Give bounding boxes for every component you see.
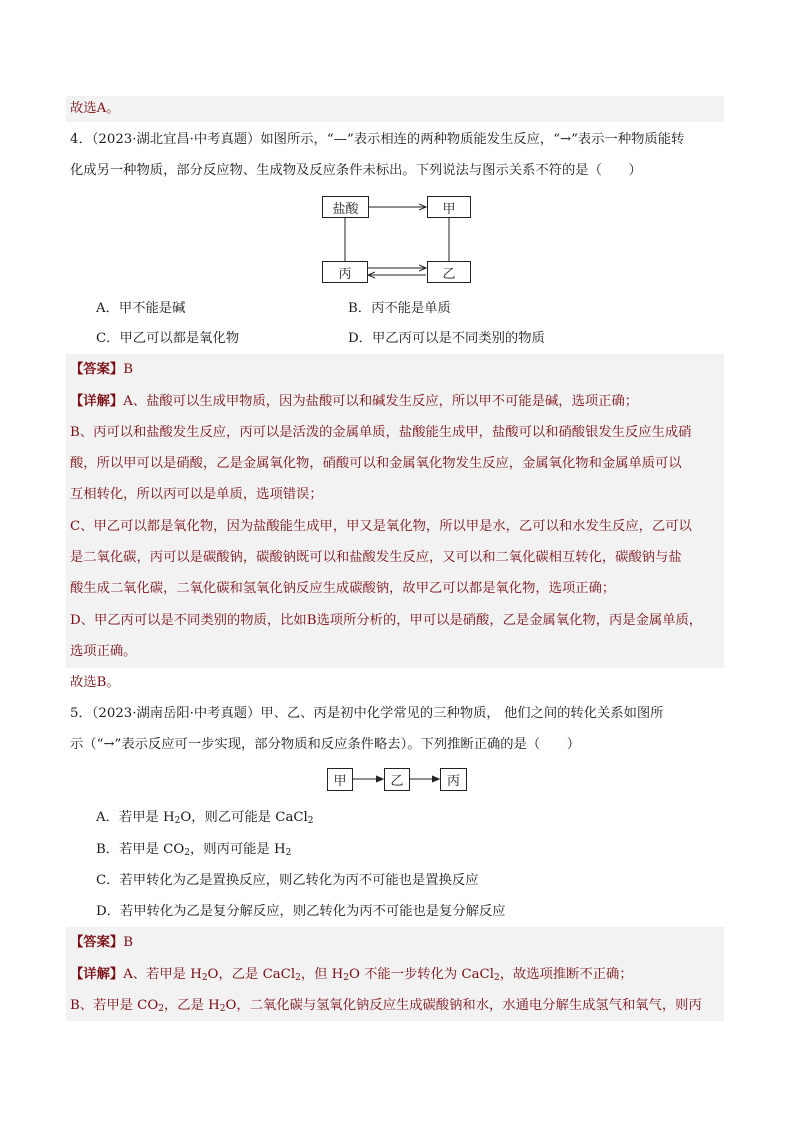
- diagram-box-bing: 丙: [322, 261, 368, 283]
- detail-text: ，乙是 H: [164, 998, 220, 1013]
- question-4-option-a: A．甲不能是碱: [96, 301, 186, 316]
- detail-text: O 不能一步转化为 CaCl: [348, 967, 494, 982]
- question-4-option-b: B．丙不能是单质: [348, 301, 451, 316]
- diagram-box-yi: 乙: [427, 261, 471, 283]
- question-4-stem-line2: 化成另一种物质，部分反应物、生成物及反应条件未标出。下列说法与图示关系不符的是（ ）: [70, 163, 642, 178]
- detail-text: O，二氧化碳与氢氧化钠反应生成碳酸钠和水，水通电分解生成氢气和氧气，则丙: [225, 998, 702, 1013]
- option-text: O，则乙可能是 CaCl: [180, 810, 308, 825]
- detail-tag: 【详解】: [70, 394, 124, 409]
- answer-tag: 【答案】: [70, 935, 124, 950]
- answer-value: B: [123, 935, 133, 950]
- detail-text: A、盐酸可以生成甲物质，因为盐酸可以和碱发生反应，所以甲不可能是碱，选项正确；: [123, 394, 639, 409]
- detail-text: A、若甲是 H: [123, 967, 202, 982]
- diagram-box-jia: 甲: [327, 768, 353, 791]
- answer-value: B: [123, 362, 133, 377]
- subscript: 2: [174, 816, 181, 826]
- question-5-option-a: [96, 808, 314, 828]
- question-4-detail-line: 酸生成二氧化碳，二氧化碳和氢氧化钠反应生成碳酸钠，故甲乙可以都是氧化物，选项正确；: [70, 581, 616, 596]
- detail-text: B、若甲是 CO: [70, 998, 159, 1013]
- question-4-detail-line: 酸，所以甲可以是硝酸，乙是金属氧化物，硝酸可以和金属氧化物发生反应，金属氧化物和金属单质可以: [70, 456, 682, 471]
- question-5-stem-line1: 5．（2023·湖南岳阳·中考真题）甲、乙、丙是初中化学常见的三种物质， 他们之间的转化关系如图所: [70, 706, 664, 721]
- detail-tag: 【详解】: [70, 967, 124, 982]
- subscript: 2: [158, 1004, 164, 1014]
- diagram-box-jia: 甲: [427, 196, 471, 218]
- question-4-detail-line: 选项正确。: [70, 644, 137, 659]
- subscript: 2: [493, 973, 500, 983]
- diagram-box-bing: 丙: [440, 768, 467, 791]
- conclusion-text: 故选A。: [70, 101, 120, 116]
- subscript: 2: [343, 973, 349, 983]
- question-5-option-b: [96, 840, 291, 860]
- question-5-option-c: C．若甲转化为乙是置换反应，则乙转化为丙不可能也是置换反应: [96, 873, 479, 888]
- subscript: 2: [201, 973, 208, 983]
- option-text: A．若甲是 H: [96, 810, 175, 825]
- diagram-box-hydrochloric-acid: 盐酸: [322, 196, 369, 218]
- question-4-detail-line: B、丙可以和盐酸发生反应，丙可以是活泼的金属单质，盐酸能生成甲，盐酸可以和硝酸银发生反应生成硝: [70, 425, 692, 440]
- option-text: B．若甲是 CO: [96, 842, 185, 857]
- subscript: 2: [307, 816, 314, 826]
- diagram-box-yi: 乙: [384, 768, 410, 791]
- option-text: ，则丙可能是 H: [190, 842, 286, 857]
- subscript: 2: [184, 848, 190, 858]
- question-4-option-d: D．甲乙丙可以是不同类别的物质: [348, 331, 545, 346]
- question-4-detail-line: 是二氧化碳，丙可以是碳酸钠，碳酸钠既可以和盐酸发生反应，又可以和二氧化碳相互转化，碳酸钠与盐: [70, 550, 682, 565]
- question-5-detail-line: [70, 996, 702, 1016]
- question-5-stem-line2: 示（“→”表示反应可一步实现，部分物质和反应条件略去）。下列推断正确的是（ ）: [70, 737, 581, 752]
- question-4-detail-line: 互相转化，所以丙可以是单质，选项错误；: [70, 487, 323, 502]
- question-4-detail-line: C、甲乙可以都是氧化物，因为盐酸能生成甲，甲又是氧化物，所以甲是水，乙可以和水发生反应，乙可以: [70, 519, 692, 534]
- question-4-detail-line: D、甲乙丙可以是不同类别的物质，比如B选项所分析的，甲可以是硝酸，乙是金属氧化物，丙是金属单质，: [70, 613, 703, 628]
- question-5-option-d: D．若甲转化为乙是复分解反应，则乙转化为丙不可能也是复分解反应: [96, 904, 506, 919]
- detail-text: ，故选项推断不正确；: [499, 967, 633, 982]
- subscript: 2: [285, 848, 292, 858]
- question-5-detail-line: [70, 965, 633, 985]
- answer-tag: 【答案】: [70, 362, 124, 377]
- question-4-stem-line1: 4．（2023·湖北宜昌·中考真题）如图所示，“—”表示相连的两种物质能发生反应，“→”表示一种物质能转: [70, 132, 685, 147]
- detail-text: O，乙是 CaCl: [207, 967, 296, 982]
- detail-text: ，但 H: [300, 967, 344, 982]
- subscript: 2: [295, 973, 301, 983]
- subscript: 2: [219, 1004, 226, 1014]
- question-4-conclusion: 故选B。: [70, 675, 120, 690]
- question-5-answer: [70, 933, 133, 953]
- question-4-option-c: C．甲乙可以都是氧化物: [96, 331, 240, 346]
